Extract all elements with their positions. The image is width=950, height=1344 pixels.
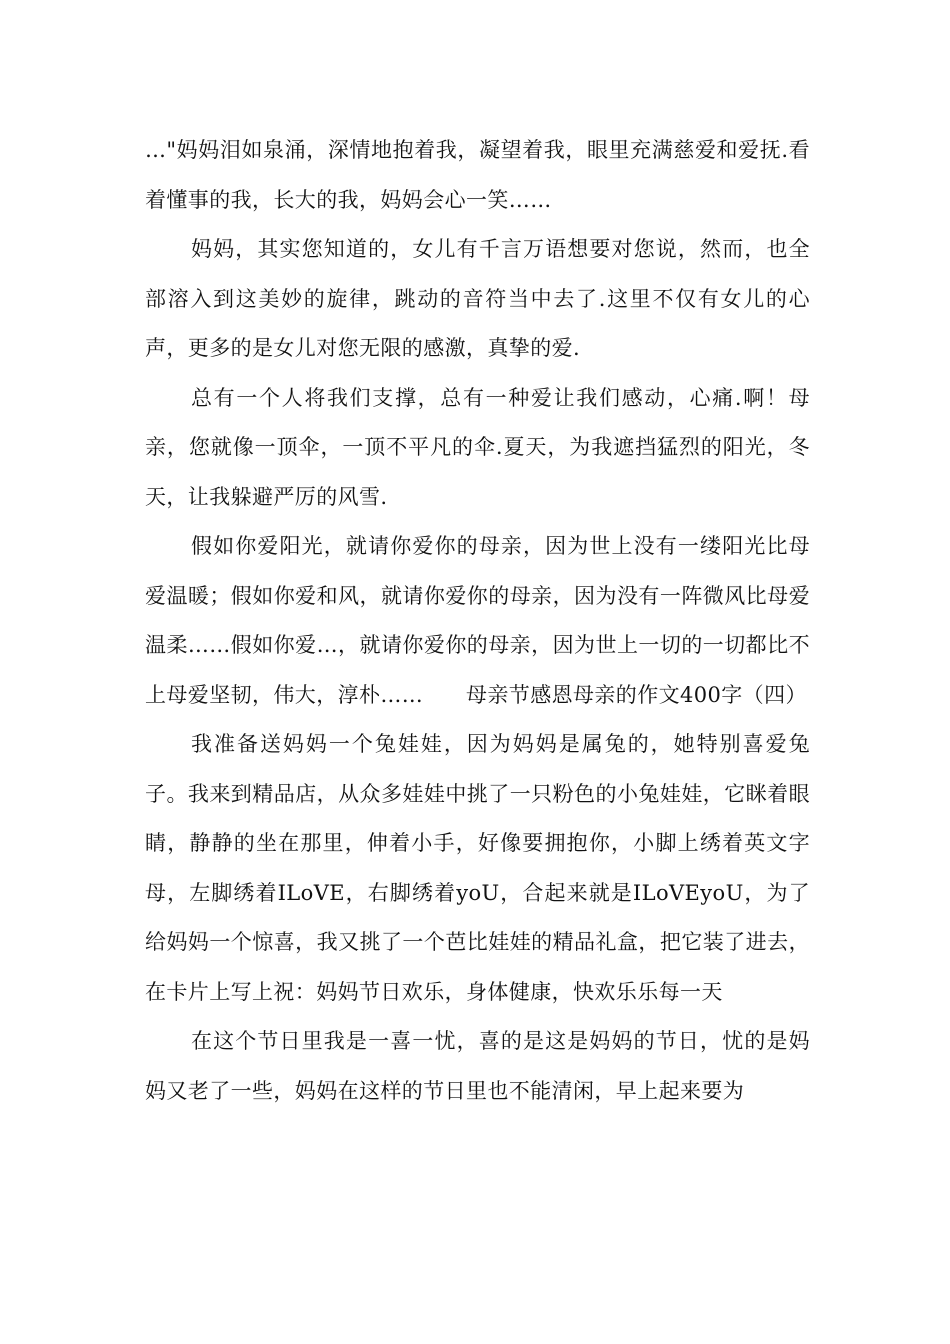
paragraph-5: 我准备送妈妈一个兔娃娃，因为妈妈是属兔的，她特别喜爱兔子。我来到精品店，从众多娃娃中挑了一只粉色的小兔娃娃，它眯着眼睛，静静的坐在那里，伸着小手，好像要拥抱你，小脚上绣着英文字母，左脚绣着ILoVE，右脚绣着yoU，合起来就是ILoVEyoU，为了给妈妈一个惊喜，我又挑了一个芭比娃娃的精品礼盒，把它装了进去，在卡片上写上祝：妈妈节日欢乐，身体健康，快欢乐乐每一天 [145,732,810,1004]
paragraph-6: 在这个节日里我是一喜一忧，喜的是这是妈妈的节日，忧的是妈妈又老了一些，妈妈在这样的节日里也不能清闲，早上起来要为 [145,1029,810,1103]
paragraph-2: 妈妈，其实您知道的，女儿有千言万语想要对您说，然而，也全部溶入到这美妙的旋律，跳动的音符当中去了.这里不仅有女儿的心声，更多的是女儿对您无限的感激，真挚的爱. [145,237,810,360]
article-body [145,126,810,1116]
paragraph-3: 总有一个人将我们支撑，总有一种爱让我们感动，心痛.啊！母亲，您就像一顶伞，一顶不平凡的伞.夏天，为我遮挡猛烈的阳光，冬天，让我躲避严厉的风雪. [145,385,810,509]
paragraph-4: 假如你爱阳光，就请你爱你的母亲，因为世上没有一缕阳光比母爱温暖；假如你爱和风，就请你爱你的母亲，因为没有一阵微风比母爱温柔……假如你爱…，就请你爱你的母亲，因为世上一切的一切都比不上母爱坚韧，伟大，淳朴…… 母亲节感恩母亲的作文400字（四） [145,534,810,707]
paragraph-1: …"妈妈泪如泉涌，深情地抱着我，凝望着我，眼里充满慈爱和爱抚.看着懂事的我，长大的我，妈妈会心一笑…… [145,138,810,212]
